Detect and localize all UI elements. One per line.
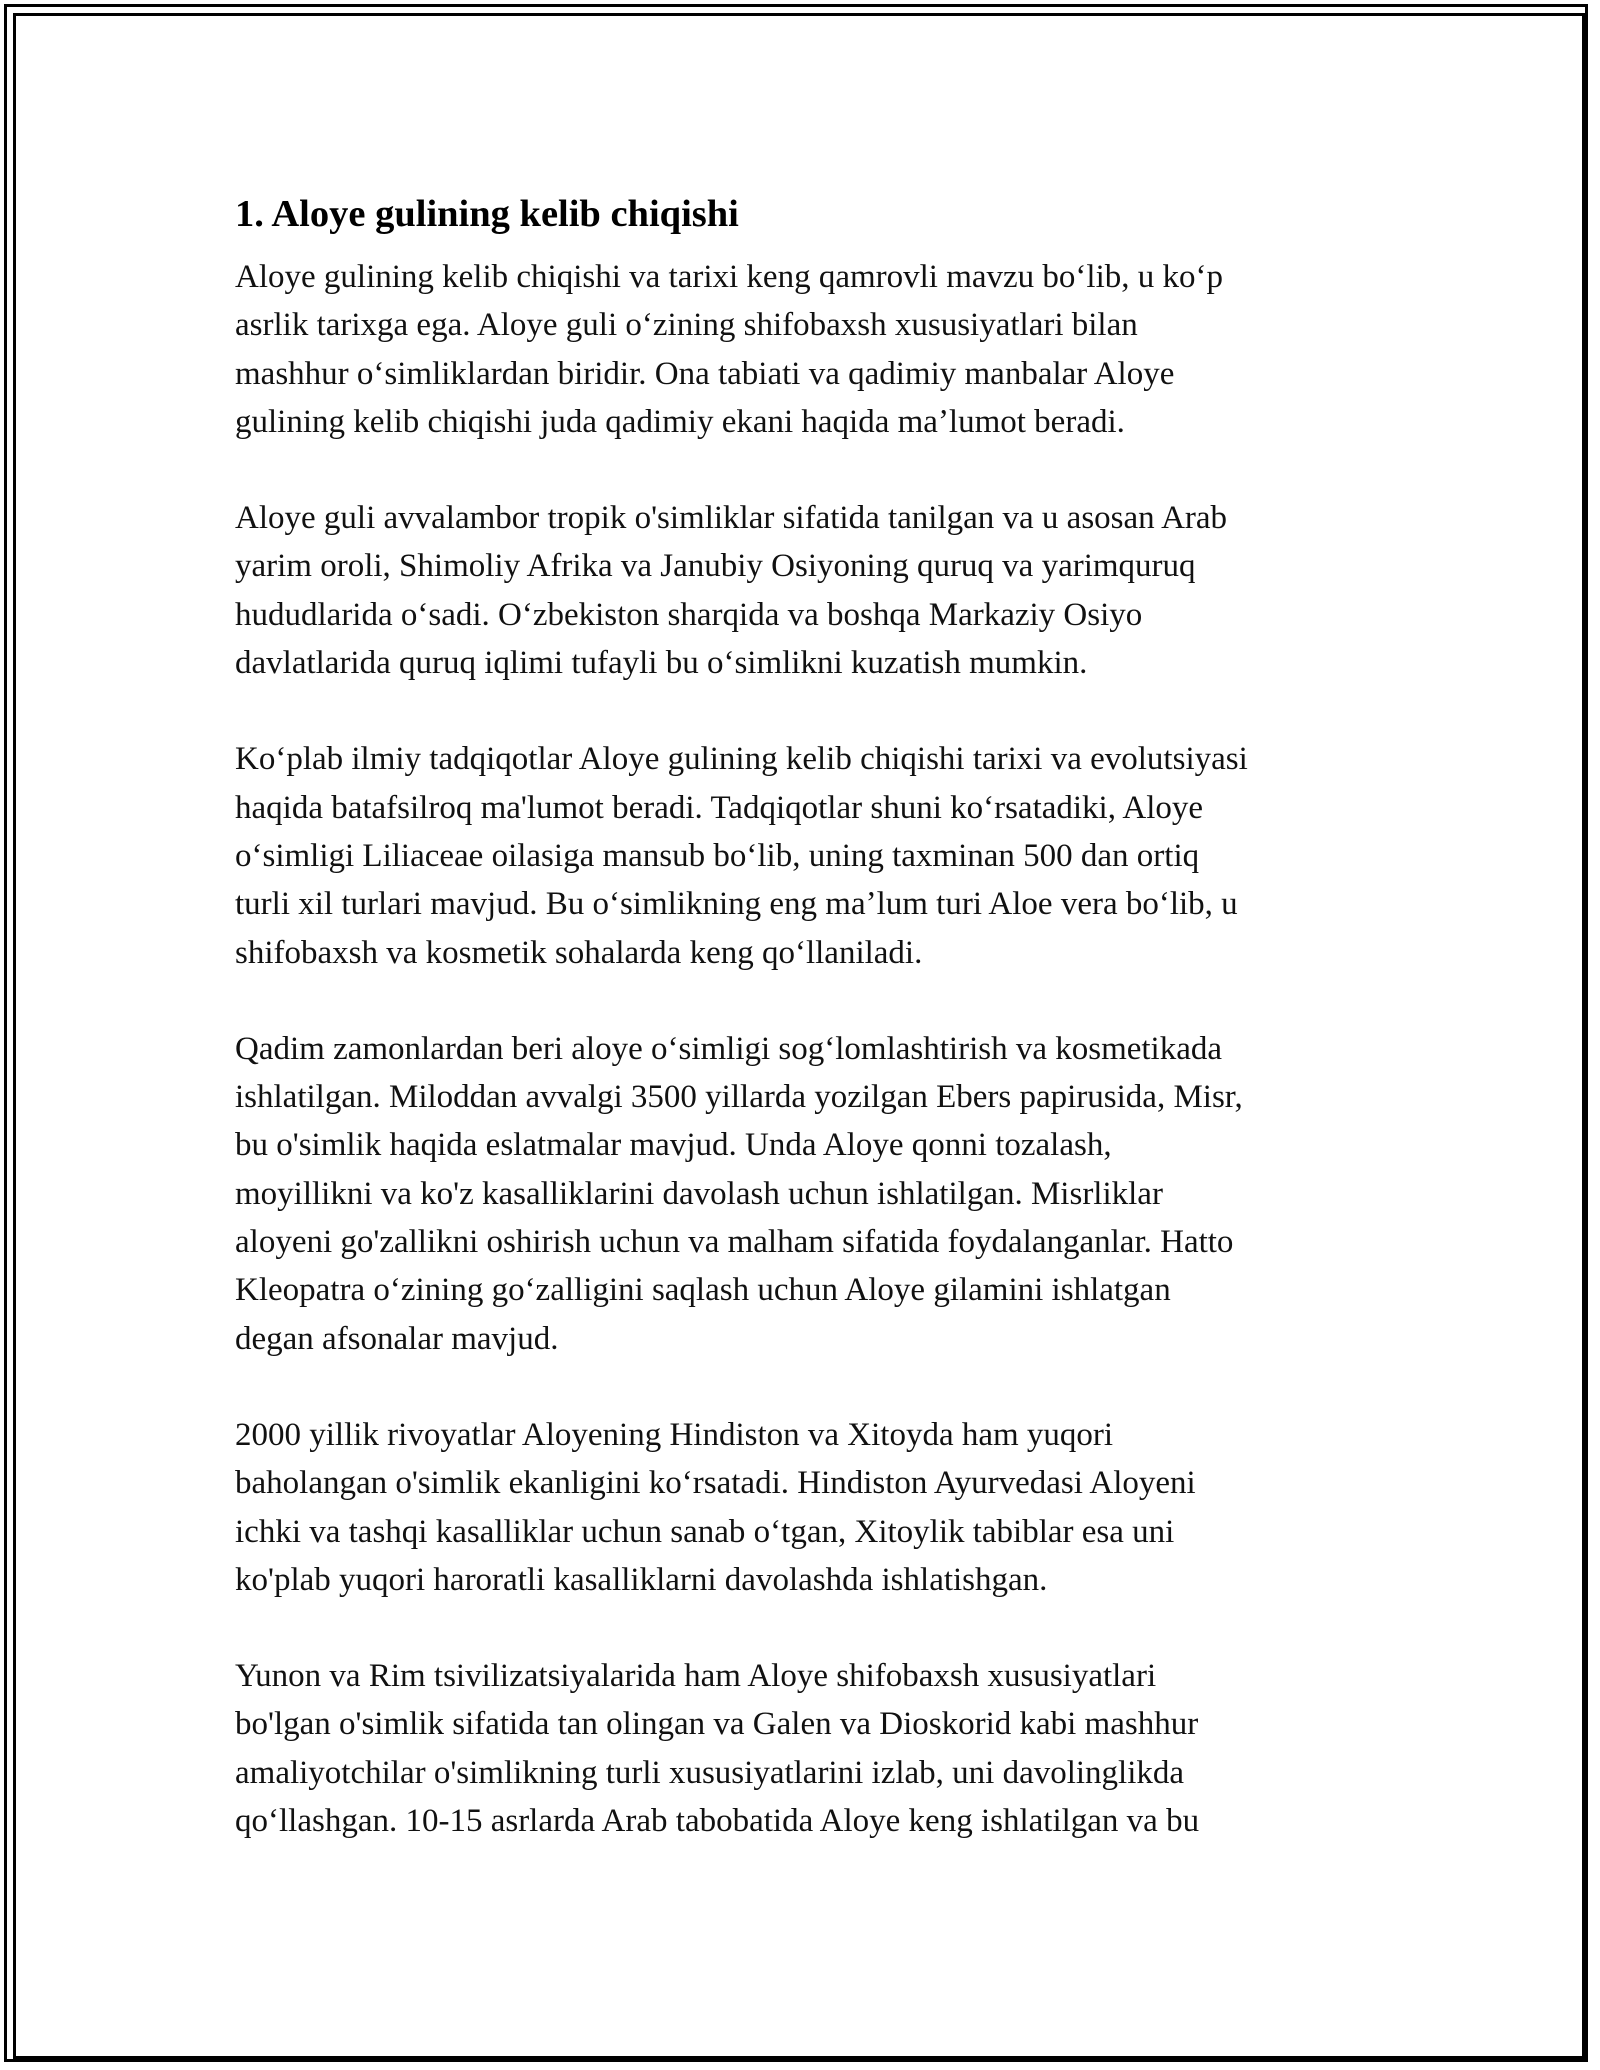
paragraph-india-china: 2000 yillik rivoyatlar Aloyening Hindiston va Xitoyda ham yuqori baholangan o'simlik ekanligini koʻrsatadi. Hindiston Ayurvedasi Aloyeni ichki va tashqi kasalliklar uchun sanab oʻtgan, Xitoylik tabiblar esa uni ko'plab yuqori haroratli kasalliklarni davolashda ishlatishgan. bbox=[235, 1416, 1196, 1598]
paragraph-origin-intro: Aloye gulining kelib chiqishi va tarixi keng qamrovli mavzu boʻlib, u koʻp asrlik tarixga ega. Aloye guli oʻzining shifobaxsh xususiyatlari bilan mashhur oʻsimliklardan biridir. Ona tabiati va qadimiy manbalar Aloye gulining kelib chiqishi juda qadimiy ekani haqida maʼlumot beradi. bbox=[235, 259, 1223, 440]
paragraph-ancient-use: Qadim zamonlardan beri aloye oʻsimligi sogʻlomlashtirish va kosmetikada ishlatilgan. Miloddan avvalgi 3500 yillarda yozilgan Ebers papirusida, Misr, bu o'simlik haqida eslatmalar mavjud. Unda Aloye qonni tozalash, moyillikni va ko'z kasalliklarini davolash uchun ishlatilgan. Misrliklar aloyeni go'zallikni oshirish uchun va malham sifatida foydalanganlar. Hatto Kleopatra oʻzining goʻzalligini saqlash uchun Aloye gilamini ishlatgan degan afsonalar mavjud. bbox=[235, 1030, 1243, 1357]
paragraph-research: Koʻplab ilmiy tadqiqotlar Aloye gulining kelib chiqishi tarixi va evolutsiyasi haqida batafsilroq ma'lumot beradi. Tadqiqotlar shuni koʻrsatadiki, Aloye oʻsimligi Liliaceae oilasiga mansub boʻlib, uning taxminan 500 dan ortiq turli xil turlari mavjud. Bu oʻsimlikning eng maʼlum turi Aloe vera boʻlib, u shifobaxsh va kosmetik sohalarda keng qoʻllaniladi. bbox=[235, 741, 1248, 971]
paragraph-greece-rome: Yunon va Rim tsivilizatsiyalarida ham Aloye shifobaxsh xususiyatlari bo'lgan o'simlik sifatida tan olingan va Galen va Dioskorid kabi mashhur amaliyotchilar o'simlikning turli xususiyatlarini izlab, uni davolinglikda qoʻllashgan. 10-15 asrlarda Arab tabobatida Aloye keng ishlatilgan va bu bbox=[235, 1658, 1200, 1840]
section-heading: 1. Aloye gulining kelib chiqishi bbox=[235, 193, 739, 235]
document-body bbox=[235, 185, 1385, 1893]
paragraph-habitat: Aloye guli avvalambor tropik o'simliklar sifatida tanilgan va u asosan Arab yarim oroli, Shimoliy Afrika va Janubiy Osiyoning quruq va yarimquruq hududlarida oʻsadi. Oʻzbekiston sharqida va boshqa Markaziy Osiyo davlatlarida quruq iqlimi tufayli bu oʻsimlikni kuzatish mumkin. bbox=[235, 500, 1228, 682]
